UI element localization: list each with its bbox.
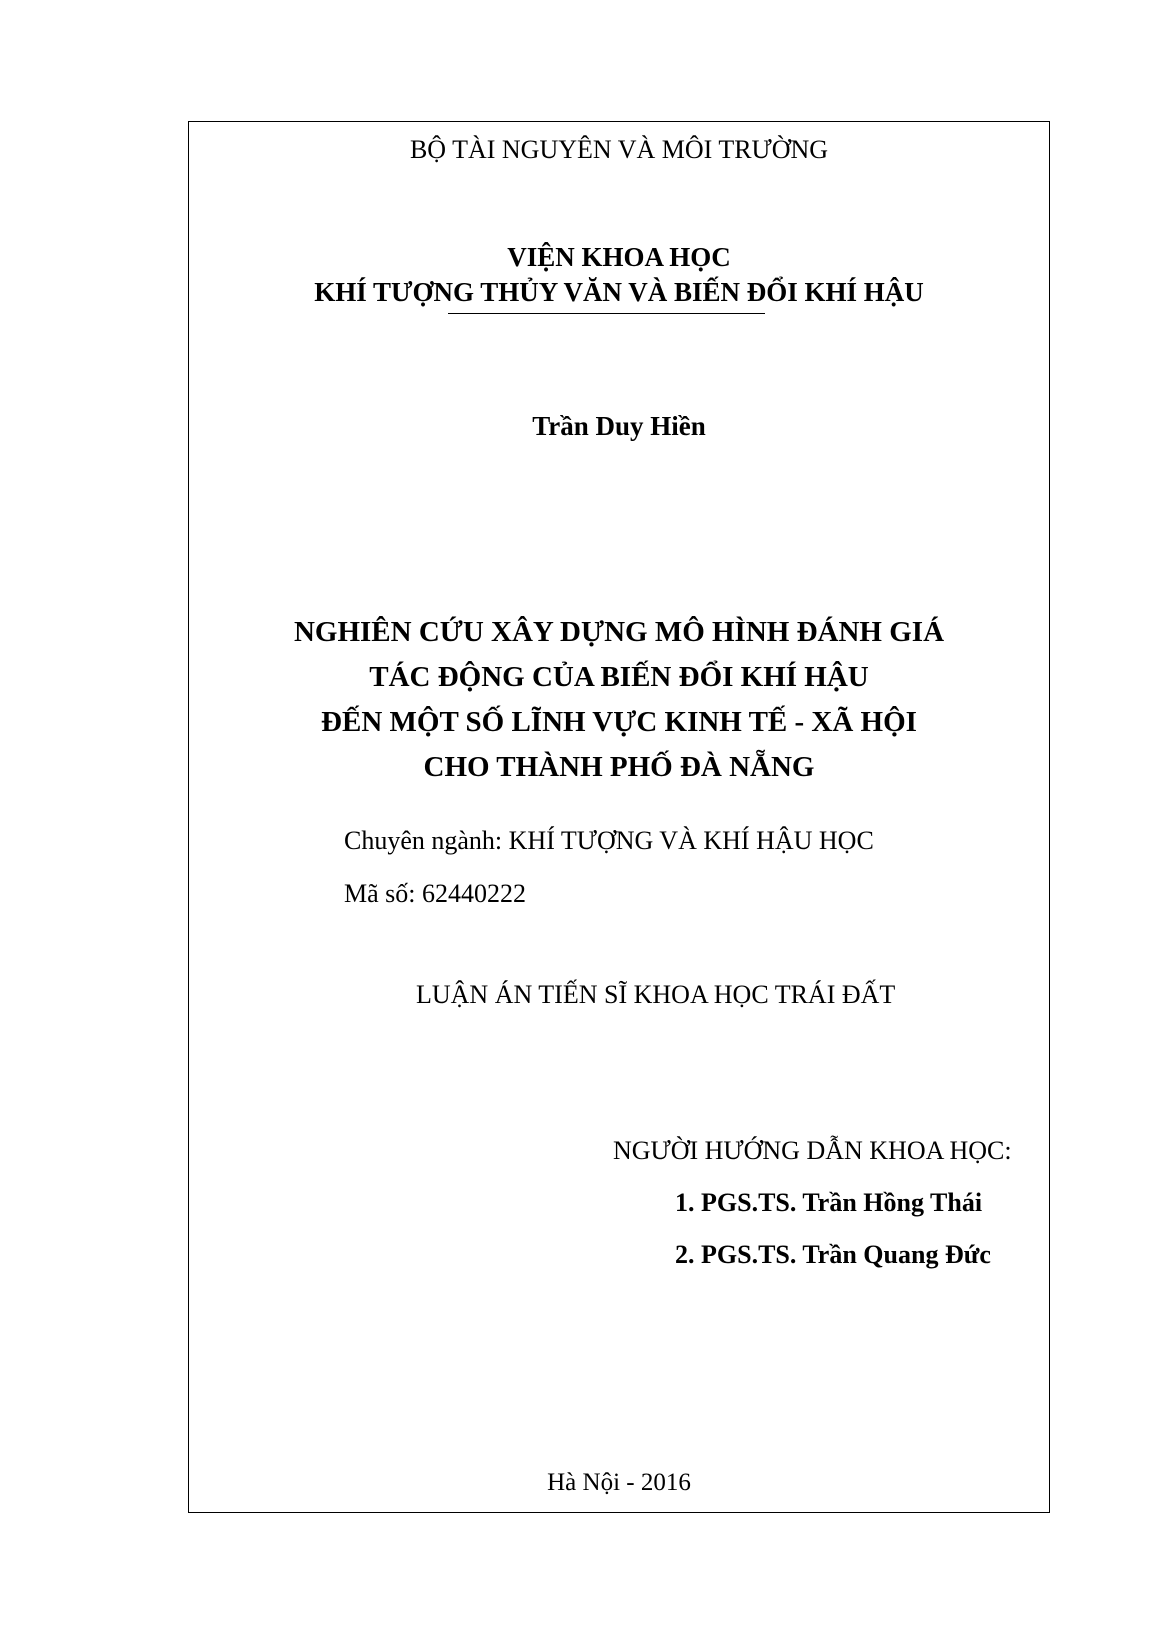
institute-line-2: KHÍ TƯỢNG THỦY VĂN VÀ BIẾN ĐỔI KHÍ HẬU — [314, 277, 924, 307]
advisor-item: 1. PGS.TS. Trần Hồng Thái — [675, 1188, 983, 1217]
institute-underline — [448, 313, 765, 314]
place-year: Hà Nội - 2016 — [547, 1469, 691, 1496]
institute-line-1: VIỆN KHOA HỌC — [507, 242, 731, 272]
thesis-title-line-2: TÁC ĐỘNG CỦA BIẾN ĐỔI KHÍ HẬU — [369, 661, 869, 693]
page-border — [188, 121, 1050, 1513]
degree-line: LUẬN ÁN TIẾN SĨ KHOA HỌC TRÁI ĐẤT — [416, 980, 896, 1009]
ministry-name: BỘ TÀI NGUYÊN VÀ MÔI TRƯỜNG — [409, 135, 829, 164]
advisor-item: 2. PGS.TS. Trần Quang Đức — [675, 1240, 991, 1269]
author-name: Trần Duy Hiền — [532, 411, 706, 441]
institute-name — [188, 240, 1050, 310]
major-line: Chuyên ngành: KHÍ TƯỢNG VÀ KHÍ HẬU HỌC — [344, 826, 874, 855]
advisors-heading: NGƯỜI HƯỚNG DẪN KHOA HỌC: — [613, 1136, 1012, 1165]
thesis-title-line-3: ĐẾN MỘT SỐ LĨNH VỰC KINH TẾ - XÃ HỘI — [321, 706, 917, 738]
code-line: Mã số: 62440222 — [344, 879, 526, 908]
thesis-title-line-1: NGHIÊN CỨU XÂY DỰNG MÔ HÌNH ĐÁNH GIÁ — [293, 616, 945, 648]
thesis-title — [188, 610, 1050, 790]
thesis-title-line-4: CHO THÀNH PHỐ ĐÀ NẴNG — [423, 751, 815, 783]
